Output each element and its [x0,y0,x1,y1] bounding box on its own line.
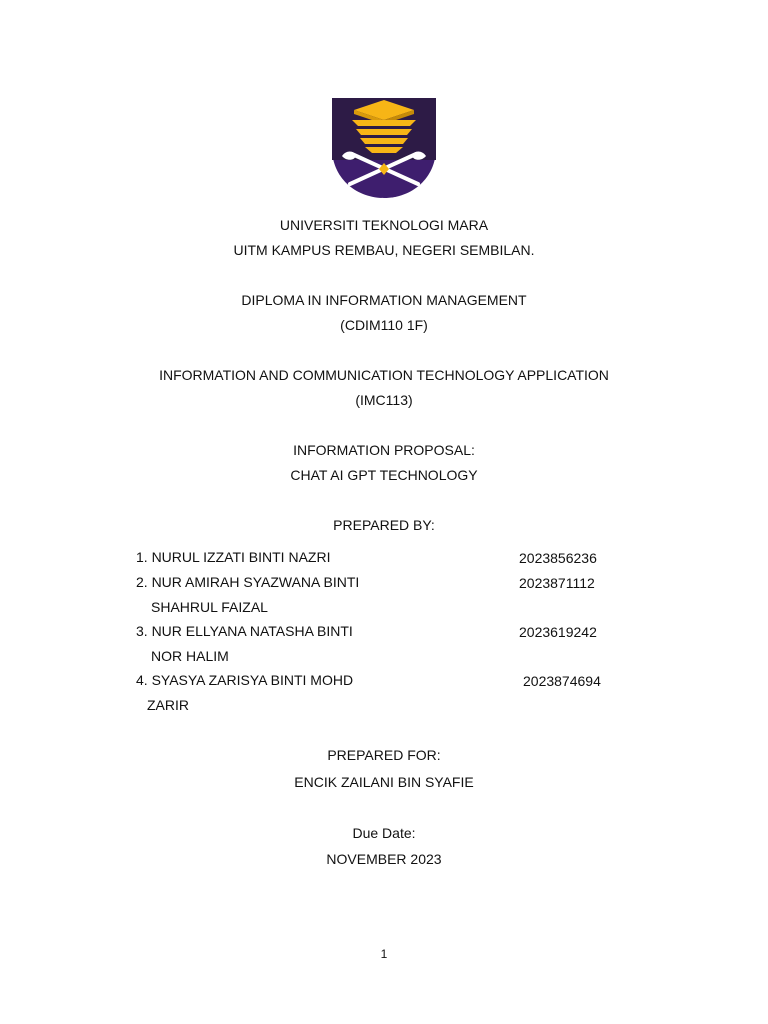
programme-code: (CDIM110 1F) [340,317,428,333]
member-id: 2023874694 [523,673,601,689]
campus-name: UITM KAMPUS REMBAU, NEGERI SEMBILAN. [233,242,535,258]
book-page-2 [356,129,412,135]
uitm-crest-logo [332,98,436,198]
member-name-continued: SHAHRUL FAIZAL [151,599,268,615]
programme-name: DIPLOMA IN INFORMATION MANAGEMENT [241,292,527,308]
member-name-continued: ZARIR [147,697,189,713]
member-id: 2023619242 [519,624,597,640]
lecturer-name: ENCIK ZAILANI BIN SYAFIE [294,774,474,790]
institution-name: UNIVERSITI TEKNOLOGI MARA [279,217,489,233]
member-name: 1. NURUL IZZATI BINTI NAZRI [136,549,331,565]
prepared-by-heading: PREPARED BY: [333,517,435,533]
member-name: 3. NUR ELLYANA NATASHA BINTI [136,623,353,639]
member-name-continued: NOR HALIM [151,648,229,664]
proposal-title: CHAT AI GPT TECHNOLOGY [290,467,478,483]
member-id: 2023856236 [519,550,597,566]
course-code: (IMC113) [355,392,413,408]
book-page-1 [352,120,416,126]
member-name: 4. SYASYA ZARISYA BINTI MOHD [136,672,354,688]
member-id: 2023871112 [519,575,595,591]
prepared-for-heading: PREPARED FOR: [327,747,441,763]
book-page-3 [360,138,408,144]
page-number: 1 [380,947,388,961]
due-date-label: Due Date: [352,825,416,841]
due-date-value: NOVEMBER 2023 [326,851,442,867]
member-name: 2. NUR AMIRAH SYAZWANA BINTI [136,574,360,590]
course-name: INFORMATION AND COMMUNICATION TECHNOLOGY APPLICATION [159,367,609,383]
proposal-label: INFORMATION PROPOSAL: [293,442,475,458]
